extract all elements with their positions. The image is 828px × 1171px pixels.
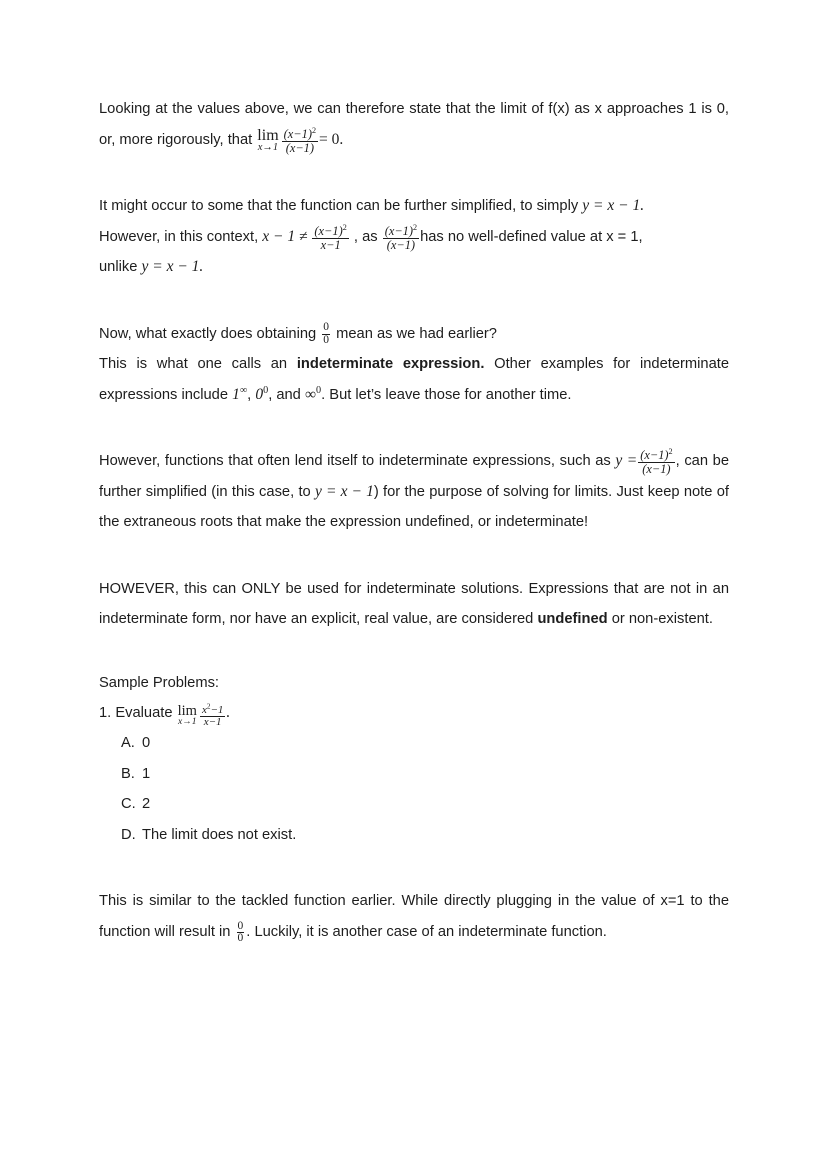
math-y-equals-fraction: [615, 447, 675, 477]
numerator-exponent: 2: [311, 125, 317, 135]
numerator-rest: −1: [210, 703, 224, 716]
p3-sep-1: ,: [247, 386, 252, 403]
paragraph-simplification-caveat: [99, 191, 729, 283]
numerator-text: (x−1): [640, 448, 669, 463]
base: 1: [232, 385, 240, 403]
fraction-numerator: 0: [323, 321, 330, 334]
answer-choice-b[interactable]: [99, 759, 729, 790]
fraction-zero-over-zero-1: [322, 322, 330, 346]
numerator-text: (x−1): [314, 223, 343, 238]
p4-text-2: , can be further simplified (in this case, to: [99, 453, 729, 500]
fraction-squared-over-paren-x-minus-1-b: [638, 449, 674, 476]
numerator-exponent: 2: [342, 222, 347, 232]
sample-problems-heading: Sample Problems:: [99, 674, 219, 691]
period-1: .: [339, 130, 344, 148]
choice-label: A.: [121, 735, 135, 752]
fraction-numerator: 0: [237, 919, 244, 932]
exponent: 0: [263, 384, 269, 396]
math-infinity-to-zero: [305, 386, 321, 403]
fraction-numerator: [638, 449, 674, 463]
problem-1-prompt: 1. Evaluate: [99, 705, 173, 721]
math-inequality-x-minus-1: [262, 222, 350, 252]
answer-choice-list: [99, 728, 729, 850]
p3-line3-text-b: . But let’s leave those for another time.: [321, 386, 572, 403]
spacer-1: [99, 155, 729, 191]
answer-choice-a[interactable]: [99, 728, 729, 759]
choice-label: D.: [121, 826, 136, 843]
base: ∞: [304, 385, 317, 403]
fraction-x-minus-1-squared-over-x-minus-1: [282, 125, 318, 155]
p3-line3-text-a: expressions include: [99, 386, 228, 403]
bold-undefined: undefined: [537, 611, 608, 627]
numerator-exponent: 2: [206, 701, 211, 710]
fraction-denominator: x−1: [203, 716, 222, 729]
choice-text: 1: [142, 765, 151, 782]
p2-line2-text-b: , as: [353, 228, 378, 245]
paragraph-indeterminate-examples: [99, 349, 729, 410]
fraction-zero-over-zero-2: [237, 921, 245, 945]
answer-choice-d[interactable]: [99, 820, 729, 851]
math-one-to-infinity: [232, 386, 247, 403]
inequality-left: x − 1 ≠: [262, 227, 308, 245]
answer-choice-c[interactable]: [99, 789, 729, 820]
math-zero-to-zero: [255, 386, 268, 403]
math-y-equals-x-minus-1-a: y = x − 1: [582, 197, 641, 214]
math-y-equals: y =: [615, 452, 638, 469]
p6-text-a: This is similar to the tackled function earlier. While directly plugging in the value of x=1 to the function will result in: [99, 893, 729, 940]
fraction-numerator: [282, 125, 318, 142]
choice-text: 0: [142, 735, 151, 752]
p3-line2-text-a: This is what one calls an: [99, 356, 288, 372]
numerator-base: x: [201, 703, 207, 716]
fraction-denominator: (x−1): [642, 462, 671, 477]
fraction-squared-over-paren-x-minus-1: [383, 222, 419, 252]
p5-text-1: HOWEVER, this can ONLY be used for indeterminate solutions. Expressions that are not in an indeterminate form, nor have an explicit, real value, are considered: [99, 580, 729, 627]
lim-label: lim: [257, 127, 279, 144]
fraction-denominator: (x−1): [386, 237, 416, 252]
limit-operator: [257, 128, 278, 154]
fraction-denominator: 0: [237, 932, 244, 945]
p2-line3-period: .: [199, 258, 204, 275]
p3-line1-text-a: Now, what exactly does obtaining: [99, 325, 317, 342]
p4-text-1: However, functions that often lend itself to indeterminate expressions, such as: [99, 453, 611, 469]
spacer-5: [99, 635, 729, 668]
paragraph-indeterminate-definition: [99, 319, 729, 350]
spacer-3: [99, 410, 729, 446]
fraction-squared-over-x-minus-1-noparen: [312, 222, 348, 252]
p6-text-b: . Luckily, it is another case of an indeterminate function.: [246, 923, 607, 940]
lim-label: lim: [177, 703, 197, 719]
choice-text: The limit does not exist.: [142, 826, 297, 843]
exponent: 0: [316, 384, 322, 396]
lim-subscript: x→1: [178, 716, 197, 727]
sample-problem-1: [99, 698, 729, 728]
choice-label: C.: [121, 796, 136, 813]
p2-line2-text-a: However, in this context,: [99, 228, 259, 245]
problem-1-period: .: [226, 704, 231, 721]
paragraph-limit-statement: [99, 94, 729, 155]
numerator-exponent: 2: [413, 222, 418, 232]
math-y-equals-x-minus-1-b: y = x − 1: [141, 258, 200, 275]
paragraph-problem-explanation: [99, 886, 729, 947]
p2-line3-text-a: unlike: [99, 259, 138, 275]
math-y-equals-x-minus-1-c: y = x − 1: [315, 482, 374, 500]
spacer-2: [99, 283, 729, 319]
spacer-6: [99, 850, 729, 886]
p5-text-2: or non-existent.: [611, 611, 713, 627]
numerator-text: (x−1): [384, 223, 413, 238]
lim-subscript: x→1: [257, 142, 279, 153]
paragraph-simplify-for-limits: [99, 446, 729, 538]
p4-text-3: ) for the purpose of solving for limits. Just keep note of the extraneous roots that make the expression undefined, or indeterminate!: [99, 483, 729, 530]
fraction-numerator: [383, 222, 419, 239]
p2-line1-period: .: [640, 197, 645, 214]
base: 0: [255, 385, 264, 403]
math-problem-1-limit: [177, 701, 227, 729]
paragraph-undefined-warning: [99, 574, 729, 635]
paragraph-1-text: Looking at the values above, we can therefore state that the limit of f(x) as x approaches 1 is 0, or, more rigorously, that: [99, 101, 729, 148]
limit-operator: [178, 704, 197, 727]
fraction-numerator: [312, 222, 348, 239]
math-limit-expression-1: [256, 125, 344, 155]
math-fraction-undefined-at-1: [382, 222, 420, 252]
spacer-4: [99, 538, 729, 574]
document-body: [99, 94, 729, 947]
p3-line1-text-b: mean as we had earlier?: [336, 325, 497, 342]
numerator-exponent: 2: [668, 447, 673, 457]
p2-line2-text-c: has no well-defined value at x = 1,: [420, 228, 643, 245]
fraction-denominator: (x−1): [285, 140, 314, 155]
choice-text: 2: [142, 796, 151, 813]
fraction-denominator: x−1: [320, 237, 341, 252]
fraction-denominator: 0: [323, 333, 330, 346]
fraction-x-squared-minus-1-over-x-minus-1: [200, 701, 225, 729]
choice-label: B.: [121, 765, 135, 782]
p2-line1-text: It might occur to some that the function can be further simplified, to simply: [99, 198, 579, 214]
equals-zero: = 0: [319, 130, 340, 148]
p3-line2-text-b: Other examples for indeterminate: [494, 356, 729, 372]
p3-sep-2: , and: [268, 386, 301, 403]
numerator-text: (x−1): [283, 126, 312, 141]
exponent: ∞: [239, 384, 248, 396]
bold-indeterminate-expression: indeterminate expression.: [296, 356, 485, 372]
